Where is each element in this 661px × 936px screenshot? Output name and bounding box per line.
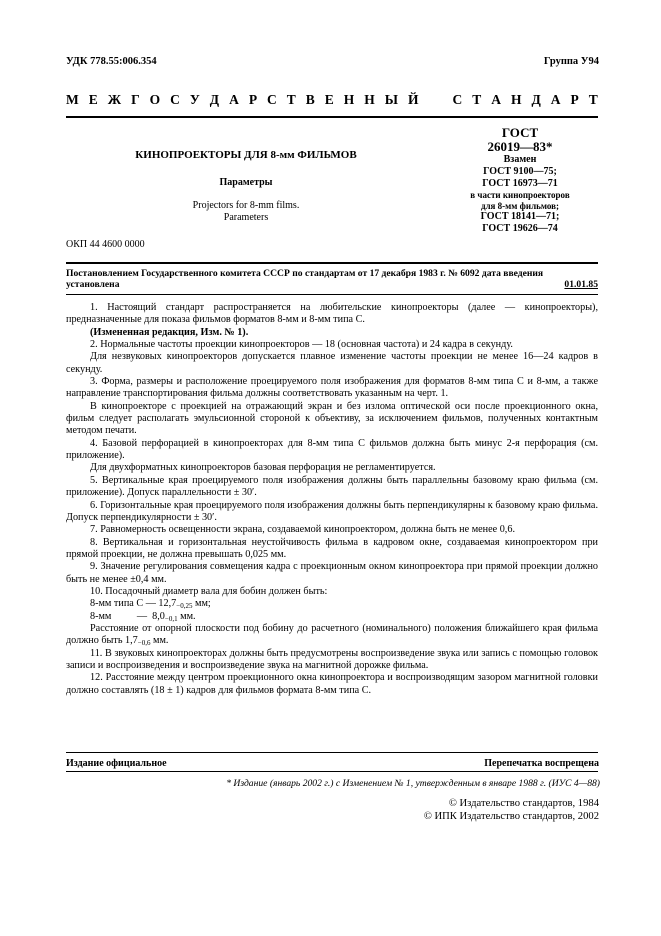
gost-designation (440, 126, 600, 235)
banner-word1-letter: Г (131, 92, 140, 107)
banner-word1-letter: М (66, 92, 79, 107)
banner-word1-letter: Д (209, 92, 220, 107)
clause-2: 2. Нормальные частоты проекции кинопроекторов — 18 (основная частота) и 24 кадра в секунду. (90, 339, 513, 351)
banner-word1-letter: Н (343, 92, 355, 107)
banner-word1-letter: С (170, 92, 180, 107)
clause-4-note: Для двухформатных кинопроекторов базовая перфорация не регламентируется. (90, 462, 436, 474)
reprint-prohibited-label: Перепечатка воспрещена (484, 758, 599, 769)
clause-4: 4. Базовой перфорацией в кинопроекторах для 8-мм типа С фильмов должна быть минус 2-я перфорация (см. приложение). (66, 437, 598, 462)
english-title-line1: Projectors for 8-mm films. (192, 200, 300, 211)
document-title: КИНОПРОЕКТОРЫ ДЛЯ 8-мм ФИЛЬМОВ (135, 149, 357, 161)
okp-code: ОКП 44 4600 0000 (66, 239, 145, 250)
copyright-1984: © Издательство стандартов, 1984 (448, 798, 599, 809)
footer-top-rule (66, 752, 598, 753)
banner-word1-letter: А (229, 92, 239, 107)
decree-top-rule (66, 262, 598, 264)
gost-replaced-note-1: в части кинопроекторов (470, 190, 570, 200)
clause-10-line-1: 8-мм типа С — $12,7_{-0,25}$ мм; (90, 598, 211, 611)
gost-replaced-3: ГОСТ 18141—71; (480, 211, 560, 222)
clause-3: 3. Форма, размеры и расположение проецируемого поля изображения для форматов 8-мм типа С и 8-мм, а также направление транспортирования фильма должны соответствовать указанным на черт. 1. (66, 376, 598, 400)
banner-word2-letter: Р (570, 92, 579, 107)
banner-word2-letter: Н (510, 92, 522, 107)
banner-gap (429, 92, 443, 108)
banner-word2-letter: А (491, 92, 501, 107)
banner-word1-letter: Й (408, 92, 419, 107)
official-edition-label: Издание официальное (66, 758, 167, 769)
banner-word1-letter: Р (248, 92, 258, 107)
standard-body (66, 302, 598, 697)
english-title-line2: Parameters (223, 212, 269, 223)
banner-word1-letter: О (149, 92, 161, 107)
clause-9: 9. Значение регулирования совмещения кадра с проекционным окном кинопроектора при прямой проекции должно быть не менее ±0,4 мм. (66, 561, 598, 585)
udk-code: УДК 778.55:006.354 (66, 56, 157, 67)
clause-1: 1. Настоящий стандарт распространяется на любительские кинопроекторы (далее — кинопроекторы), предназначенные для показа фильмов форматов 8-мм и 8-мм типа С. (66, 302, 598, 326)
clause-6: 6. Горизонтальные края проецируемого поля изображения должны быть перпендикулярны к базовому краю фильма. Допуск перпендикулярности ± 30′. (66, 499, 598, 523)
gost-replaced-1: ГОСТ 9100—75; (483, 166, 557, 177)
footer-bottom-rule (66, 771, 598, 772)
gost-number: 26019—83* (487, 139, 553, 154)
gost-replaced-4: ГОСТ 19626—74 (482, 223, 558, 234)
clause-3-note: В кинопроекторе с проекцией на отражающий экран и без излома оптической оси после проекционного окна, фильм следует располагать эмульсионной стороной к объективу, за исключением фильмов, полученных контактным методом печати. (66, 400, 598, 437)
banner-word1-letter: Е (88, 92, 98, 107)
banner-word2-letter: Т (472, 92, 482, 107)
decree-text: Постановлением Государственного комитета СССР по стандартам от 17 декабря 1983 г. № 6092 дата введения установлена (66, 268, 544, 290)
banner-word2-letter: С (452, 92, 463, 107)
banner-word1-letter: В (305, 92, 315, 107)
gost-replaced-2: ГОСТ 16973—71 (482, 178, 558, 189)
edition-note: * Издание (январь 2002 г.) с Изменением № 1, утвержденным в январе 1988 г. (ИУС 4—88) (226, 778, 600, 789)
english-title (66, 200, 426, 224)
clause-10-note: Расстояние от опорной плоскости под бобину до расчетного (номинального) положения ближайшего края фильма должно быть $1,7_{-0,6}$ мм. (66, 622, 598, 648)
banner-rule (66, 116, 598, 118)
clause-8: 8. Вертикальная и горизонтальная неустойчивость фильма в кадровом окне, создаваемая кинопроектором при прямой проекции, не должна превышать 0,025 мм. (66, 536, 598, 560)
decree-paragraph (66, 268, 598, 290)
clause-10: 10. Посадочный диаметр вала для бобин должен быть: (90, 585, 328, 597)
decree-bottom-rule (66, 294, 598, 295)
clause-7: 7. Равномерность освещенности экрана, создаваемой кинопроектором, должна быть не менее 0,6. (90, 524, 515, 536)
clause-5: 5. Вертикальные края проецируемого поля изображения должны быть параллельны базовому краю фильма (см. приложение). Допуск параллельности ± 30′. (66, 474, 598, 499)
banner-word1-letter: Т (286, 92, 296, 107)
banner-word1-letter: Ж (107, 92, 122, 107)
clause-10-line-2: 8-мм — $8,0_{-0,1}$ мм. (90, 610, 196, 623)
banner-word2-letter: Д (531, 92, 541, 107)
clause-12: 12. Расстояние между центром проекционного окна кинопроектора и воспроизводящим зазором магнитной головки должно составлять (18 ± 1) кадров для фильмов формата 8-мм типа С. (66, 672, 598, 696)
clause-11: 11. В звуковых кинопроекторах должны быть предусмотрены воспроизведение звука или запись с помощью головок записи и воспроизведения и воспроизведение звука на магнитной дорожке фильма. (66, 647, 598, 671)
banner-word1-letter: Е (324, 92, 334, 107)
banner-word2-letter: Т (588, 92, 598, 107)
document-subtitle: Параметры (219, 177, 273, 188)
gost-replaces: Взамен (503, 154, 537, 165)
clause-1-amendment: (Измененная редакция, Изм. № 1). (90, 326, 249, 338)
gost-replaced-note-2: для 8-мм фильмов; (480, 200, 560, 211)
banner-word1-letter: Ы (384, 92, 399, 107)
banner-word1-letter: Н (364, 92, 375, 107)
interstate-standard-banner (66, 92, 598, 108)
decree-date: 01.01.85 (564, 279, 598, 290)
copyright-2002: © ИПК Издательство стандартов, 2002 (423, 811, 599, 822)
group-code: Группа У94 (543, 56, 599, 67)
banner-word1-letter: У (189, 92, 200, 107)
banner-word1-letter: С (267, 92, 277, 107)
clause-2-note: Для незвуковых кинопроекторов допускается плавное изменение частоты проекции не менее 16—24 кадров в секунду. (66, 351, 598, 375)
gost-label: ГОСТ (501, 125, 539, 140)
banner-word2-letter: А (550, 92, 561, 107)
